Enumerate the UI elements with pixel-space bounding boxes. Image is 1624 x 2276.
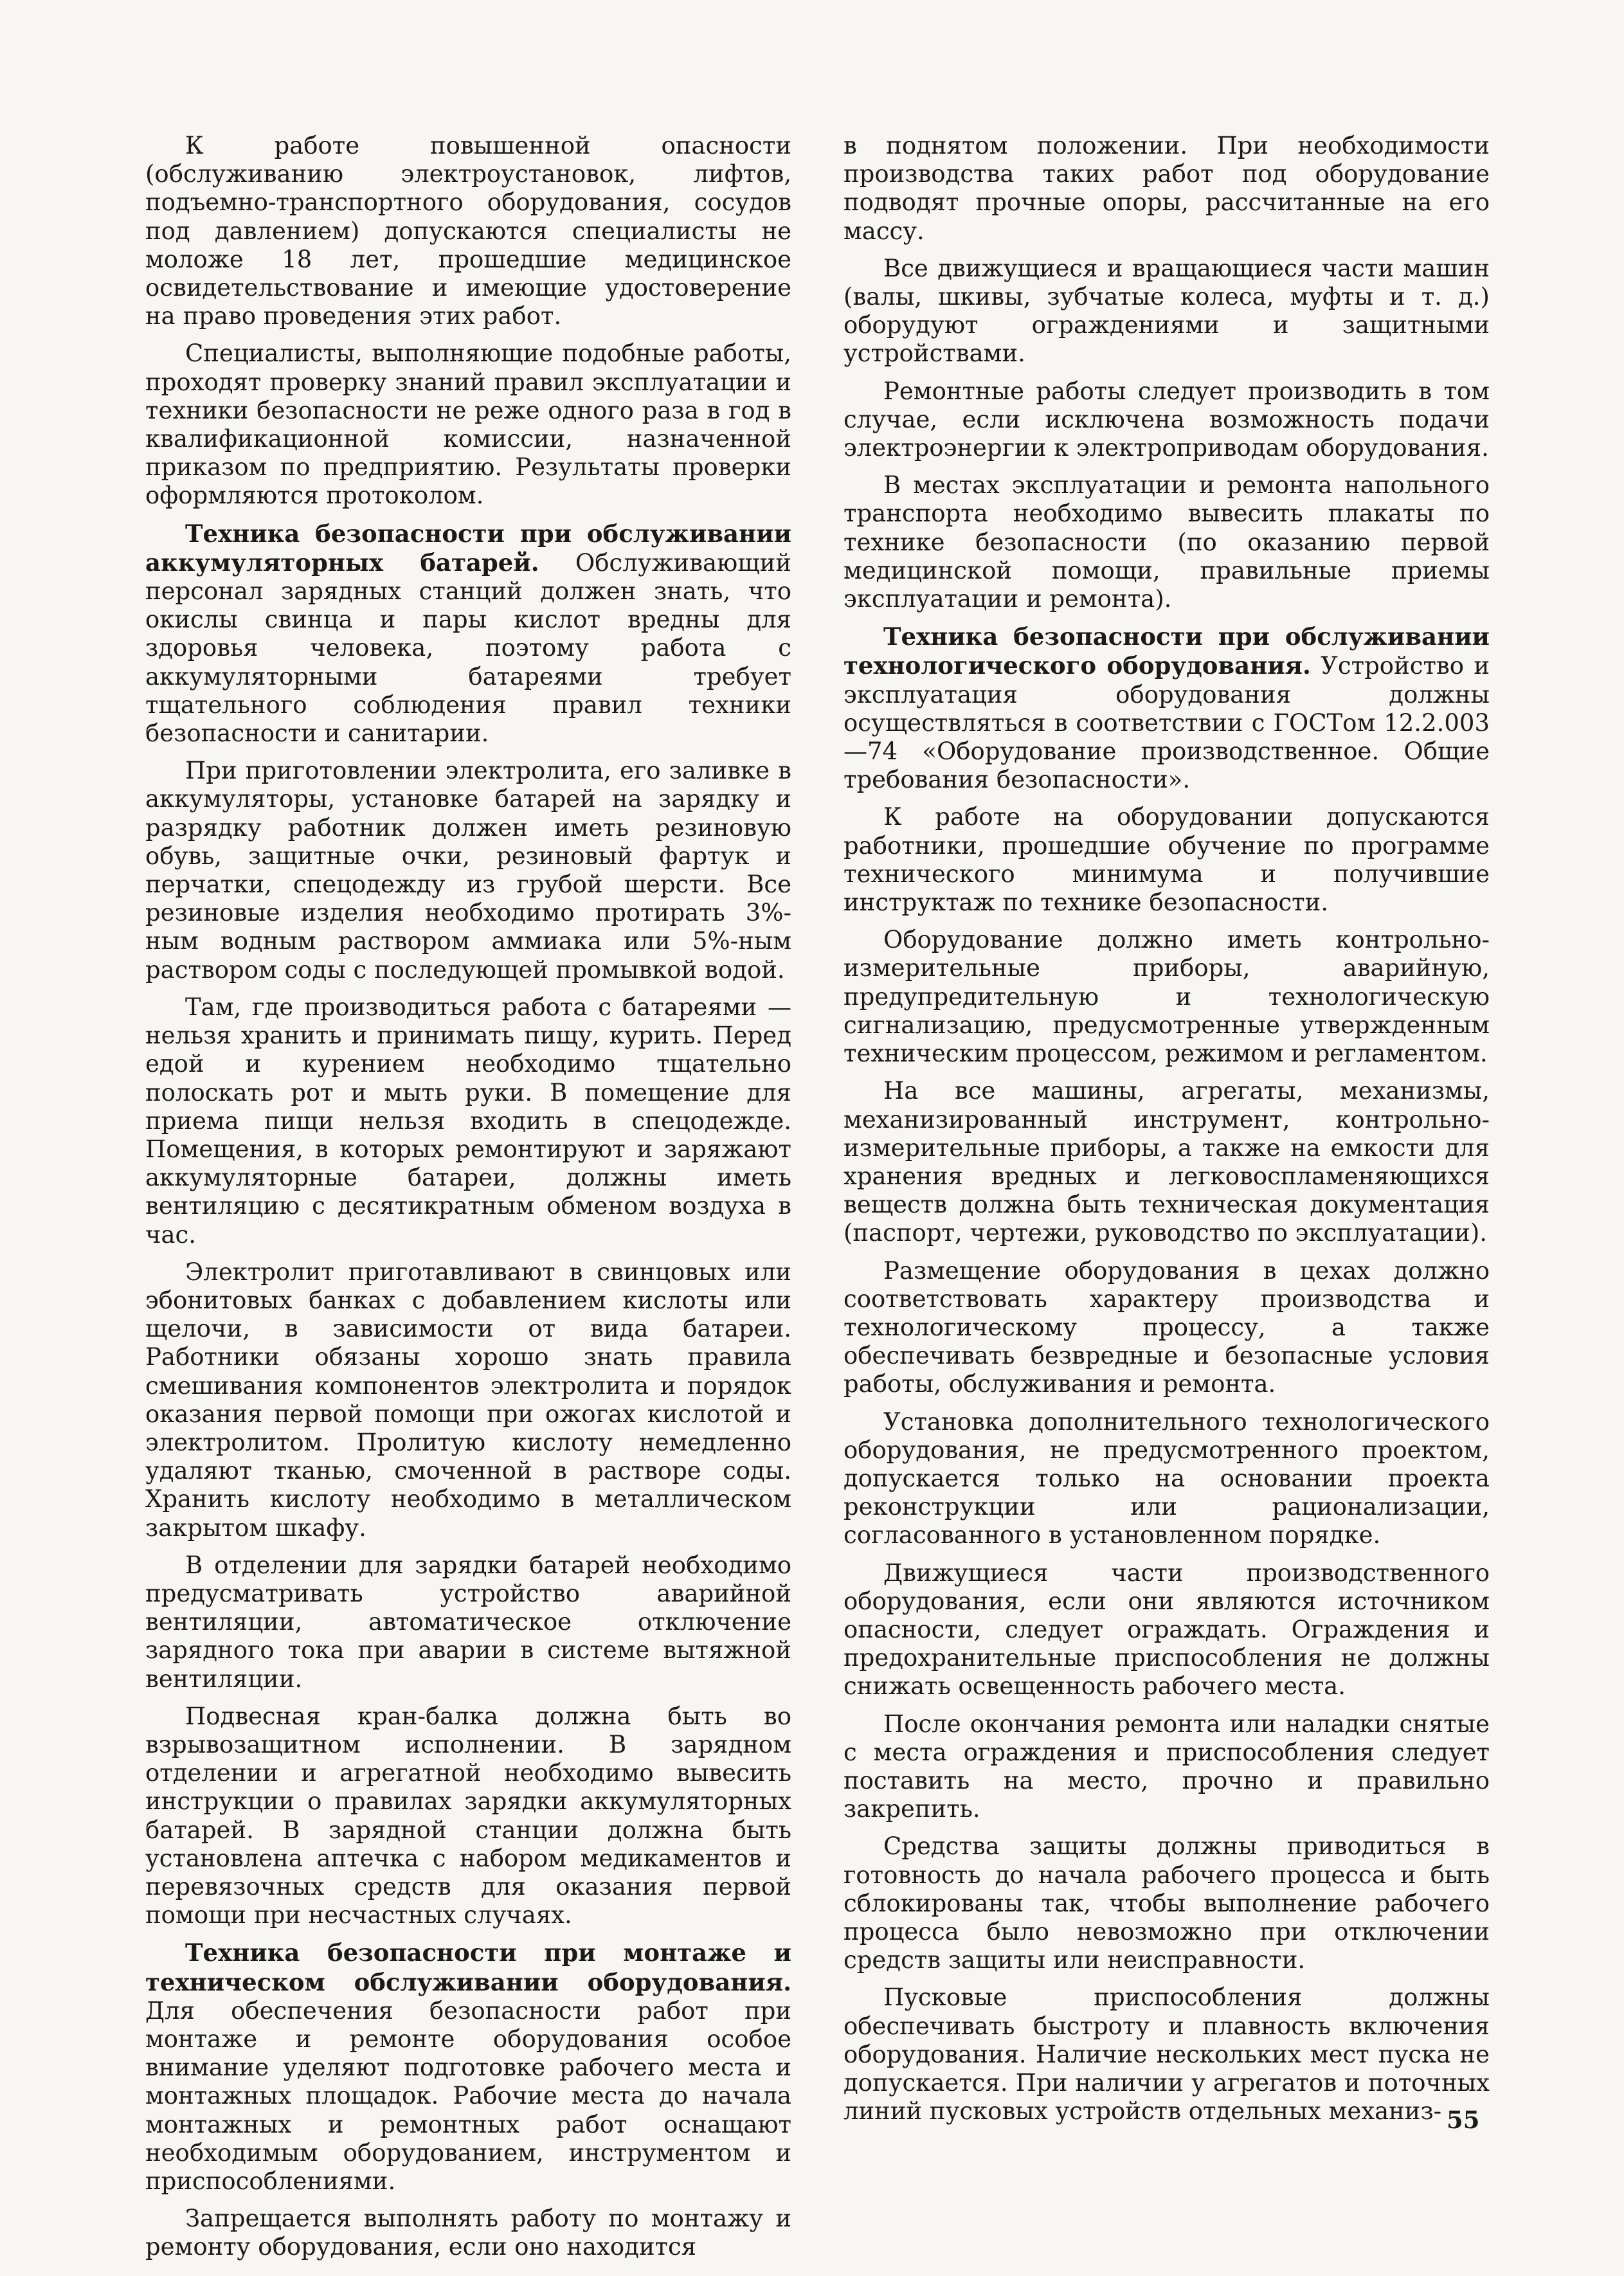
paragraph: Техника безопасности при обслуживании аккумуляторных батарей. Обслуживающий персонал зарядных станций должен знать, что окислы свинца и пары кислот вредны для здоровья человека, поэтому работа с аккумуляторными батареями требует тщательного соблюдения правил техники безопасности и санитарии. [145,519,791,748]
paragraph: Подвесная кран-балка должна быть во взрывозащитном исполнении. В зарядном отделении и агрегатной необходимо вывесить инструкции о правилах зарядки аккумуляторных батарей. В зарядной станции должна быть установлена аптечка с набором медикаментов и перевязочных средств для оказания первой помощи при несчастных случаях. [145,1702,791,1929]
right-column [844,132,1490,2135]
section-heading: Техника безопасности при обслуживании технологического оборудования. [844,622,1490,680]
paragraph: Пусковые приспособления должны обеспечивать быстроту и плавность включения оборудования. Наличие нескольких мест пуска не допускается. При наличии у агрегатов и поточных линий пусковых устройств отдельных механиз- [844,1983,1490,2126]
paragraph: в поднятом положении. При необходимости производства таких работ под оборудование подводят прочные опоры, рассчитанные на его массу. [844,132,1490,245]
paragraph: Там, где производиться работа с батареями — нельзя хранить и принимать пищу, курить. Перед едой и курением необходимо тщательно полоскать рот и мыть руки. В помещение для приема пищи нельзя входить в спецодежде. Помещения, в которых ремонтируют и заряжают аккумуляторные батареи, должны иметь вентиляцию с десятикратным обменом воздуха в час. [145,993,791,1249]
page-number: 55 [1447,2106,1480,2134]
section-heading: Техника безопасности при обслуживании аккумуляторных батарей. [145,519,791,577]
paragraph: Размещение оборудования в цехах должно соответствовать характеру производства и технологическому процессу, а также обеспечивать безвредные и безопасные условия работы, обслуживания и ремонта. [844,1256,1490,1398]
section-heading: Техника безопасности при монтаже и техническом обслуживании оборудования. [145,1938,791,1996]
paragraph: Специалисты, выполняющие подобные работы, проходят проверку знаний правил эксплуатации и техники безопасности не реже одного раза в год в квалификационной комиссии, назначенной приказом по предприятию. Результаты проверки оформляются протоколом. [145,339,791,510]
paragraph: Средства защиты должны приводиться в готовность до начала рабочего процесса и быть сблокированы так, чтобы выполнение рабочего процесса было невозможно при отключении средств защиты или неисправности. [844,1832,1490,1974]
left-column [145,132,791,2271]
paragraph: Электролит приготавливают в свинцовых или эбонитовых банках с добавлением кислоты или щелочи, в зависимости от вида батареи. Работники обязаны хорошо знать правила смешивания компонентов электролита и порядок оказания первой помощи при ожогах кислотой и электролитом. Пролитую кислоту немедленно удаляют тканью, смоченной в растворе соды. Хранить кислоту необходимо в металлическом закрытом шкафу. [145,1258,791,1542]
paragraph: Движущиеся части производственного оборудования, если они являются источником опасности, следует ограждать. Ограждения и предохранительные приспособления не должны снижать освещенность рабочего места. [844,1558,1490,1701]
paragraph: На все машины, агрегаты, механизмы, механизированный инструмент, контрольно-измерительные приборы, а также на емкости для хранения вредных и легковоспламеняющихся веществ должна быть техническая документация (паспорт, чертежи, руководство по эксплуатации). [844,1077,1490,1247]
paragraph: В местах эксплуатации и ремонта напольного транспорта необходимо вывесить плакаты по технике безопасности (по оказанию первой медицинской помощи, правильные приемы эксплуатации и ремонта). [844,471,1490,613]
paragraph: Техника безопасности при обслуживании технологического оборудования. Устройство и эксплуатация оборудования должны осуществляться в соответствии с ГОСТом 12.2.003—74 «Оборудование производственное. Общие требования безопасности». [844,622,1490,794]
paragraph: Установка дополнительного технологического оборудования, не предусмотренного проектом, допускается только на основании проекта реконструкции или рационализации, согласованного в установленном порядке. [844,1407,1490,1549]
paragraph: Оборудование должно иметь контрольно-измерительные приборы, аварийную, предупредительную и технологическую сигнализацию, предусмотренные утвержденным техническим процессом, режимом и регламентом. [844,926,1490,1068]
paragraph: В отделении для зарядки батарей необходимо предусматривать устройство аварийной вентиляции, автоматическое отключение зарядного тока при аварии в системе вытяжной вентиляции. [145,1551,791,1693]
paragraph: Ремонтные работы следует производить в том случае, если исключена возможность подачи электроэнергии к электроприводам оборудования. [844,377,1490,462]
paragraph: К работе повышенной опасности (обслуживанию электроустановок, лифтов, подъемно-транспортного оборудования, сосудов под давлением) допускаются специалисты не моложе 18 лет, прошедшие медицинское освидетельствование и имеющие удостоверение на право проведения этих работ. [145,132,791,330]
paragraph: Все движущиеся и вращающиеся части машин (валы, шкивы, зубчатые колеса, муфты и т. д.) оборудуют ограждениями и защитными устройствами. [844,254,1490,368]
paragraph: К работе на оборудовании допускаются работники, прошедшие обучение по программе технического минимума и получившие инструктаж по технике безопасности. [844,803,1490,917]
paragraph: Техника безопасности при монтаже и техническом обслуживании оборудования. Для обеспечения безопасности работ при монтаже и ремонте оборудования особое внимание уделяют подготовке рабочего места и монтажных площадок. Рабочие места до начала монтажных и ремонтных работ оснащают необходимым оборудованием, инструментом и приспособлениями. [145,1938,791,2196]
paragraph: Запрещается выполнять работу по монтажу и ремонту оборудования, если оно находится [145,2205,791,2261]
paragraph: При приготовлении электролита, его заливке в аккумуляторы, установке батарей на зарядку и разрядку работник должен иметь резиновую обувь, защитные очки, резиновый фартук и перчатки, спецодежду из грубой шерсти. Все резиновые изделия необходимо протирать 3%-ным водным раствором аммиака или 5%-ным раствором соды с последующей промывкой водой. [145,757,791,984]
paragraph: После окончания ремонта или наладки снятые с места ограждения и приспособления следует поставить на место, прочно и правильно закрепить. [844,1710,1490,1823]
